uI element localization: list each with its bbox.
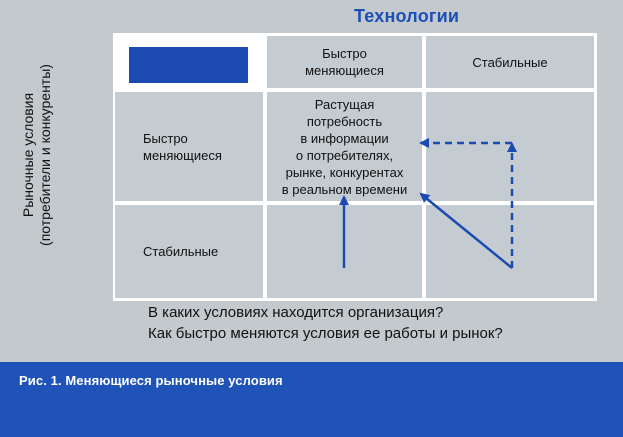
technology-axis-title: Технологии — [354, 6, 460, 26]
solid-arrow-diagonal — [421, 194, 512, 268]
question-2: Как быстро меняются условия ее работы и рынок? — [148, 325, 503, 342]
row-header-stable-text: Стабильные — [143, 244, 219, 259]
question-1: В каких условиях находится организация? — [148, 304, 444, 321]
column-header-stable-text: Стабильные — [472, 54, 548, 70]
axis-label-line2: (потребители и конкуренты) — [37, 64, 53, 246]
row-header-fast-text: Быстро меняющиеся — [143, 130, 222, 163]
figure-caption: Рис. 1. Меняющиеся рыночные условия — [19, 373, 283, 388]
center-cell-text: Растущая потребность в информации о потребителях, рынке, конкурентах в реальном времени — [281, 96, 408, 197]
axis-label-line1: Рыночные условия — [20, 92, 36, 218]
column-header-fast-text: Быстро меняющиеся — [305, 46, 384, 78]
